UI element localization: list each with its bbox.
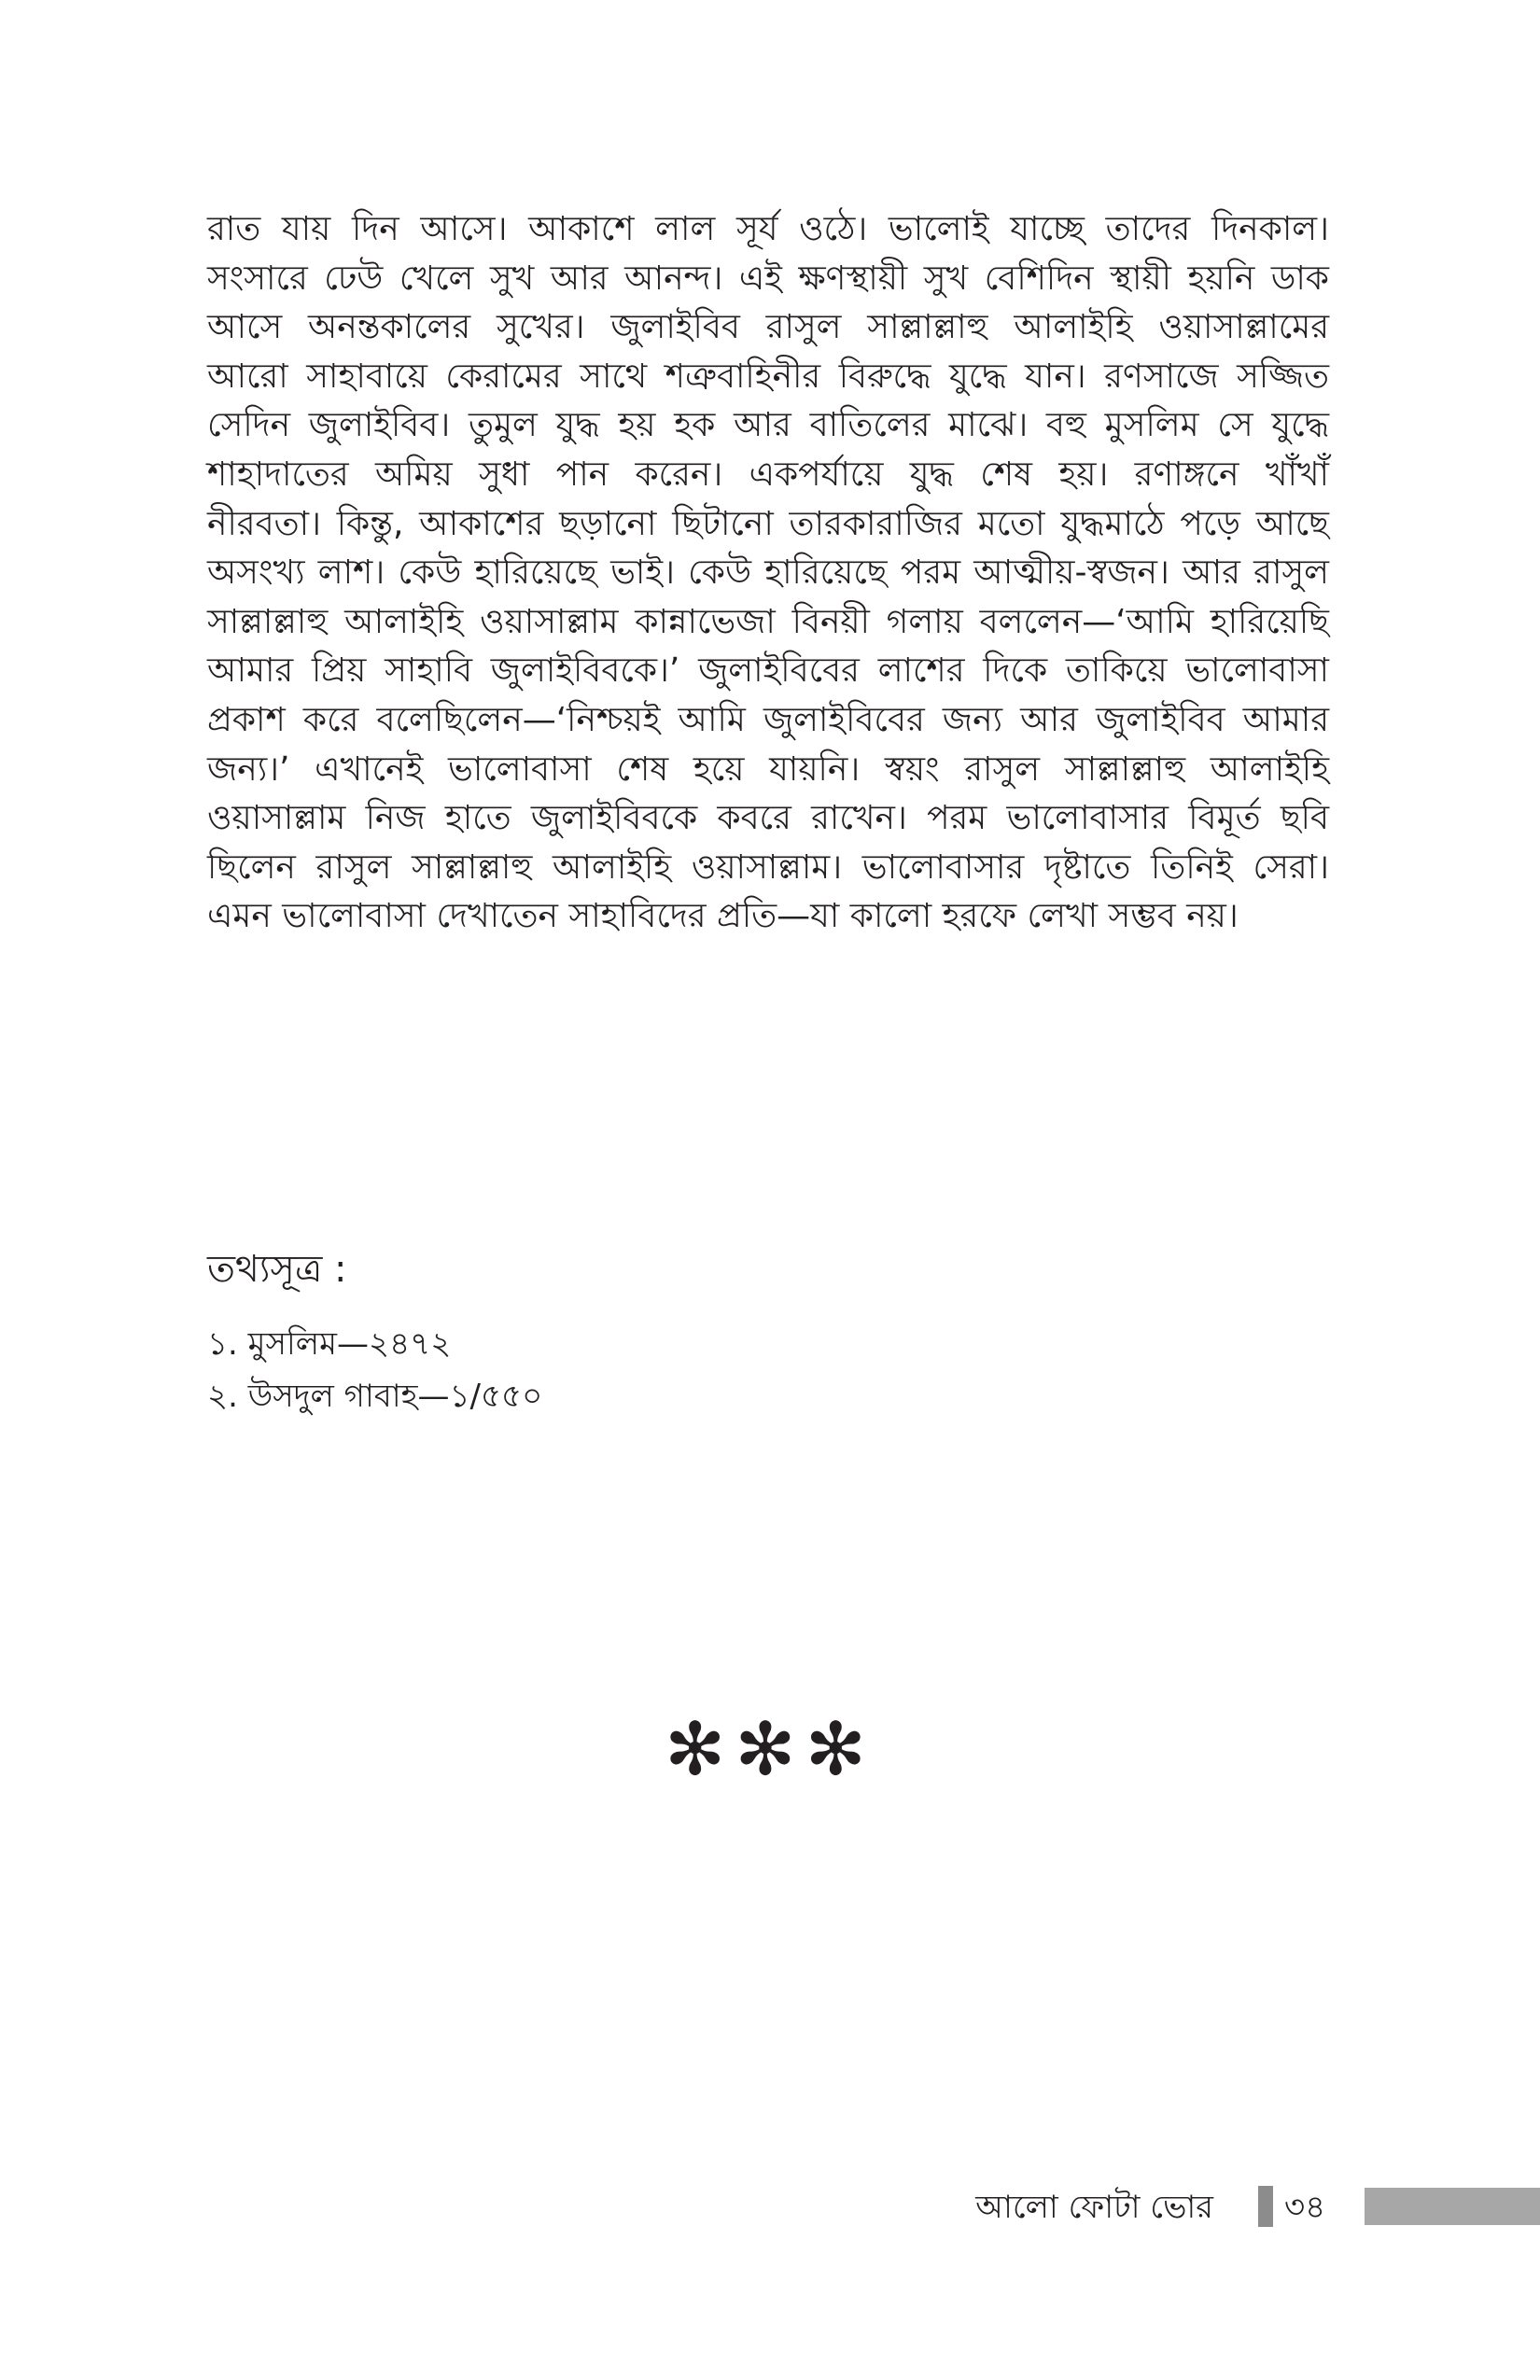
body-line: ছিলেন রাসুল সাল্লাল্লাহু আলাইহি ওয়াসাল্লাম। ভালোবাসার দৃষ্টাতে তিনিই সেরা। bbox=[207, 847, 1329, 887]
references-heading: তথ্যসূত্র : bbox=[207, 1248, 347, 1291]
reference-item: ২. উসদুল গাবাহ—১/৫৫০ bbox=[207, 1378, 543, 1415]
references-section bbox=[207, 1232, 1047, 1422]
body-line: আমার প্রিয় সাহাবি জুলাইবিবকে।’ জুলাইবিবের লাশের দিকে তাকিয়ে ভালোবাসা bbox=[207, 651, 1329, 691]
body-paragraph bbox=[207, 205, 1329, 942]
body-line: নীরবতা। কিন্তু, আকাশের ছড়ানো ছিটানো তারকারাজির মতো যুদ্ধমাঠে পড়ে আছে bbox=[207, 504, 1329, 543]
body-line: ওয়াসাল্লাম নিজ হাতে জুলাইবিবকে কবরে রাখেন। পরম ভালোবাসার বিমূর্ত ছবি bbox=[207, 799, 1329, 838]
body-line: আসে অনন্তকালের সুখের। জুলাইবিব রাসুল সাল্লাল্লাহু আলাইহি ওয়াসাল্লামের bbox=[207, 308, 1329, 347]
body-line: সাল্লাল্লাহু আলাইহি ওয়াসাল্লাম কান্নাভেজা বিনয়ী গলায় বললেন—‘আমি হারিয়েছি bbox=[207, 602, 1329, 641]
body-line: শাহাদাতের অমিয় সুধা পান করেন। একপর্যায়ে যুদ্ধ শেষ হয়। রণাঙ্গনে খাঁখাঁ bbox=[207, 455, 1329, 494]
references-list bbox=[207, 1318, 1047, 1422]
footer-divider-bar bbox=[1258, 2186, 1273, 2227]
body-line: আরো সাহাবায়ে কেরামের সাথে শত্রুবাহিনীর বিরুদ্ধে যুদ্ধে যান। রণসাজে সজ্জিত bbox=[207, 357, 1329, 396]
footer-decorative-strip bbox=[1365, 2188, 1540, 2225]
body-line: প্রকাশ করে বলেছিলেন—‘নিশ্চয়ই আমি জুলাইবিবের জন্য আর জুলাইবিব আমার bbox=[207, 700, 1329, 739]
body-line: রাত যায় দিন আসে। আকাশে লাল সূর্য ওঠে। ভালোই যাচ্ছে তাদের দিনকাল। bbox=[207, 210, 1329, 248]
footer-book-title: আলো ফোটা ভোর bbox=[975, 2189, 1213, 2226]
body-line: এমন ভালোবাসা দেখাতেন সাহাবিদের প্রতি—যা কালো হরফে লেখা সম্ভব নয়। bbox=[207, 897, 1239, 936]
body-line: সেদিন জুলাইবিব। তুমুল যুদ্ধ হয় হক আর বাতিলের মাঝে। বহু মুসলিম সে যুদ্ধে bbox=[207, 406, 1329, 445]
section-separator: ✻✻✻ bbox=[664, 1708, 876, 1792]
body-line: জন্য।’ এখানেই ভালোবাসা শেষ হয়ে যায়নি। স্বয়ং রাসুল সাল্লাল্লাহু আলাইহি bbox=[207, 749, 1329, 789]
page-number: ৩৪ bbox=[1284, 2189, 1326, 2226]
reference-item: ১. মুসলিম—২৪৭২ bbox=[207, 1325, 452, 1363]
body-line: অসংখ্য লাশ। কেউ হারিয়েছে ভাই। কেউ হারিয়েছে পরম আত্মীয়-স্বজন। আর রাসুল bbox=[207, 553, 1329, 593]
body-line: সংসারে ঢেউ খেলে সুখ আর আনন্দ। এই ক্ষণস্থায়ী সুখ বেশিদিন স্থায়ী হয়নি ডাক bbox=[207, 259, 1329, 298]
